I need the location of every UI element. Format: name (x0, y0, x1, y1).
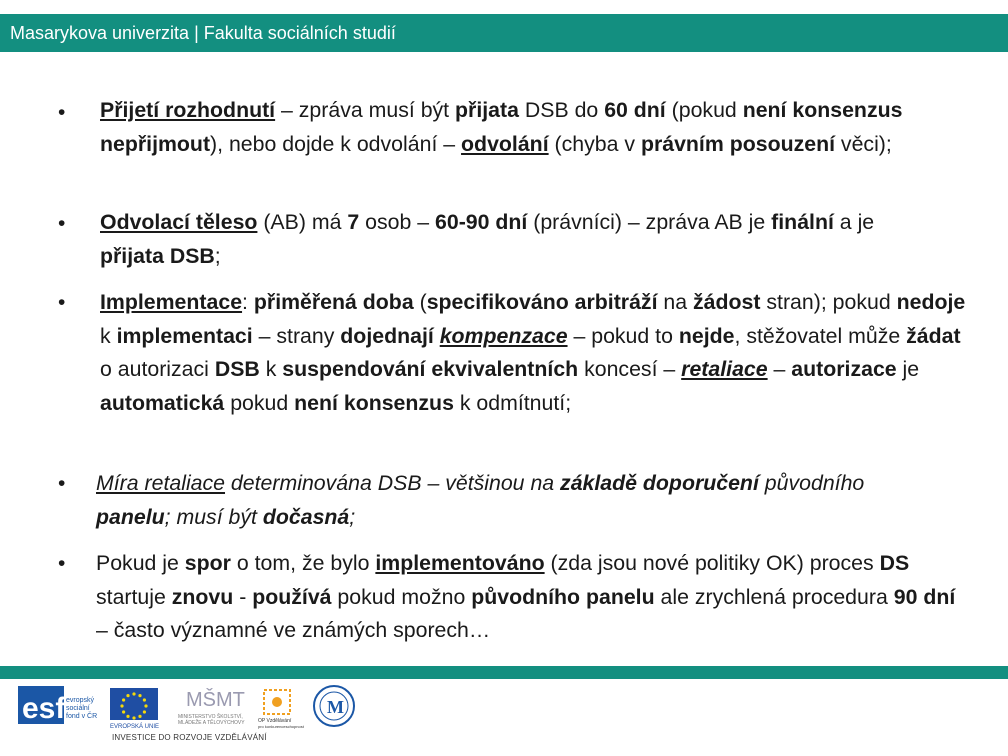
bullet-segment: ), nebo dojde k odvolání – (210, 131, 462, 156)
op-text-2: pro konkurenceschopnost (258, 724, 304, 729)
esf-text-2: sociální (66, 705, 90, 712)
bullet-segment: odvolání (461, 131, 549, 156)
bullet-segment: ; (349, 504, 356, 529)
bullet-text (100, 286, 970, 420)
bullet-segment: pokud možno (331, 584, 472, 609)
bullet-segment: 7 (347, 210, 360, 234)
bullet-segment: Odvolací těleso (100, 210, 258, 234)
bullet-segment: determinována DSB – většinou na (225, 471, 561, 495)
bullet-segment: Míra retaliace (96, 471, 226, 495)
bullet-segment: implementaci (116, 323, 253, 348)
op-text-1: OP Vzdělávání (258, 718, 292, 724)
svg-text:M: M (327, 697, 344, 717)
bullet-segment: ( (413, 290, 427, 314)
bullet-segment: pokud (224, 390, 295, 415)
bullet-segment: dojednají (340, 323, 434, 348)
bullet-segment: 90 dní (893, 584, 956, 609)
bullet-segment: startuje (96, 584, 172, 609)
bullet-segment: není konsenzus (294, 390, 454, 415)
bullet-marker: • (58, 291, 66, 314)
bullet-segment: DSB (214, 357, 260, 381)
msmt-logo (178, 688, 245, 726)
bullet-segment: (AB) má (257, 210, 348, 234)
esf-text-1: evropský (66, 697, 95, 704)
bullet-segment: na (657, 290, 694, 314)
bullet-text (100, 94, 920, 161)
bullet-segment: retaliace (681, 357, 768, 381)
bullet-segment: přiměřená doba (253, 290, 414, 314)
bullet-text (100, 206, 920, 273)
bullet-segment: – (767, 357, 792, 381)
bullet-segment: autorizace (791, 357, 897, 381)
bullet-segment: věci); (835, 131, 892, 156)
bullet-segment: původního panelu (471, 584, 655, 609)
bullet-segment: 60-90 dní (435, 210, 528, 234)
bullet-segment: specifikováno arbitráží (426, 290, 658, 314)
svg-text:esf: esf (22, 692, 66, 725)
bullet-segment: je (896, 357, 920, 381)
muni-seal-logo (314, 686, 354, 726)
bullet-segment: žádost (693, 290, 761, 314)
bullet-segment: (zda jsou nové politiky OK) proces (544, 551, 880, 575)
bullet-text (96, 467, 916, 534)
bullet-segment: implementováno (375, 551, 545, 575)
bullet-segment: k (259, 357, 283, 381)
esf-text-3: fond v ČR (66, 713, 98, 720)
bullet-marker: • (58, 552, 66, 575)
bullet-segment: přijata (455, 98, 519, 122)
bullet-segment: k (100, 323, 117, 348)
bullet-segment: stran); pokud (760, 290, 897, 314)
bullet-segment: – strany (252, 323, 341, 348)
bullet-segment: žádat (906, 323, 961, 348)
bullet-segment: (chyba v (548, 131, 641, 156)
bullet-segment: dočasná (262, 504, 350, 529)
bullet-segment: – zpráva musí být (275, 98, 456, 122)
header-bar (0, 14, 1008, 52)
bullet-segment: o autorizaci (100, 357, 215, 381)
bullet-segment: ; musí být (164, 504, 263, 529)
bullet-segment: koncesí – (578, 357, 682, 381)
bullet-segment: - (233, 584, 253, 609)
bullet-segment: nedoje (896, 290, 966, 314)
op-vk-logo (258, 690, 305, 729)
bullet-segment: Přijetí rozhodnutí (100, 98, 276, 122)
bullet-segment: používá (252, 584, 332, 609)
bullet-segment: k odmítnutí; (453, 390, 572, 415)
bullet-segment: 60 dní (604, 98, 666, 122)
eu-label: EVROPSKÁ UNIE (110, 724, 160, 730)
bullet-segment: kompenzace (439, 323, 568, 348)
bullet-segment: DS (879, 551, 910, 575)
bullet-segment: nejde (678, 323, 735, 348)
bullet-segment: Implementace (100, 290, 243, 314)
bullet-segment: původního (758, 471, 865, 495)
bullet-segment: Pokud je (96, 551, 185, 575)
bullet-segment: ; (214, 243, 221, 268)
bullet-segment: právním posouzení (640, 131, 836, 156)
bullet-segment: základě doporučení (560, 471, 759, 495)
footer-bar (0, 666, 1008, 679)
bullet-marker: • (58, 212, 66, 235)
bullet-segment: finální (771, 210, 834, 234)
bullet-marker: • (58, 101, 66, 124)
footer-caption: INVESTICE DO ROZVOJE VZDĚLÁVÁNÍ (112, 733, 267, 742)
bullet-segment: osob – (359, 210, 435, 234)
bullet-segment: (právníci) – zpráva AB je (527, 210, 772, 234)
eu-flag-logo (110, 688, 159, 730)
bullet-segment: panelu (96, 504, 165, 529)
bullet-marker: • (58, 472, 66, 495)
bullet-segment: : (242, 290, 254, 314)
msmt-text-1: MINISTERSTVO ŠKOLSTVÍ, (178, 714, 243, 720)
bullet-segment: – pokud to (567, 323, 679, 348)
bullet-segment: (pokud (665, 98, 743, 122)
msmt-text-2: MLÁDEŽE A TĚLOVÝCHOVY (178, 720, 245, 726)
bullet-segment: znovu (171, 584, 234, 609)
logo-strip-graphic (18, 684, 358, 734)
bullet-segment: suspendování ekvivalentních (282, 357, 579, 381)
bullet-segment: ale zrychlená procedura (654, 584, 894, 609)
esf-logo (18, 686, 97, 725)
bullet-text (96, 547, 966, 648)
bullet-segment: , stěžovatel může (734, 323, 907, 348)
bullet-segment: přijata DSB (100, 243, 215, 268)
bullet-segment: automatická (100, 390, 225, 415)
msmt-wordmark: MŠMT (186, 689, 245, 711)
bullet-segment: – často významné ve známých sporech… (96, 618, 491, 642)
bullet-segment: není konsenzus nepřijmout (100, 98, 903, 156)
bullet-segment: spor (184, 551, 231, 575)
bullet-segment: a je (833, 210, 875, 234)
bullet-segment: DSB do (518, 98, 605, 122)
bullet-segment: o tom, že bylo (230, 551, 376, 575)
page-title: Masarykova univerzita | Fakulta sociálních studií (10, 23, 396, 43)
